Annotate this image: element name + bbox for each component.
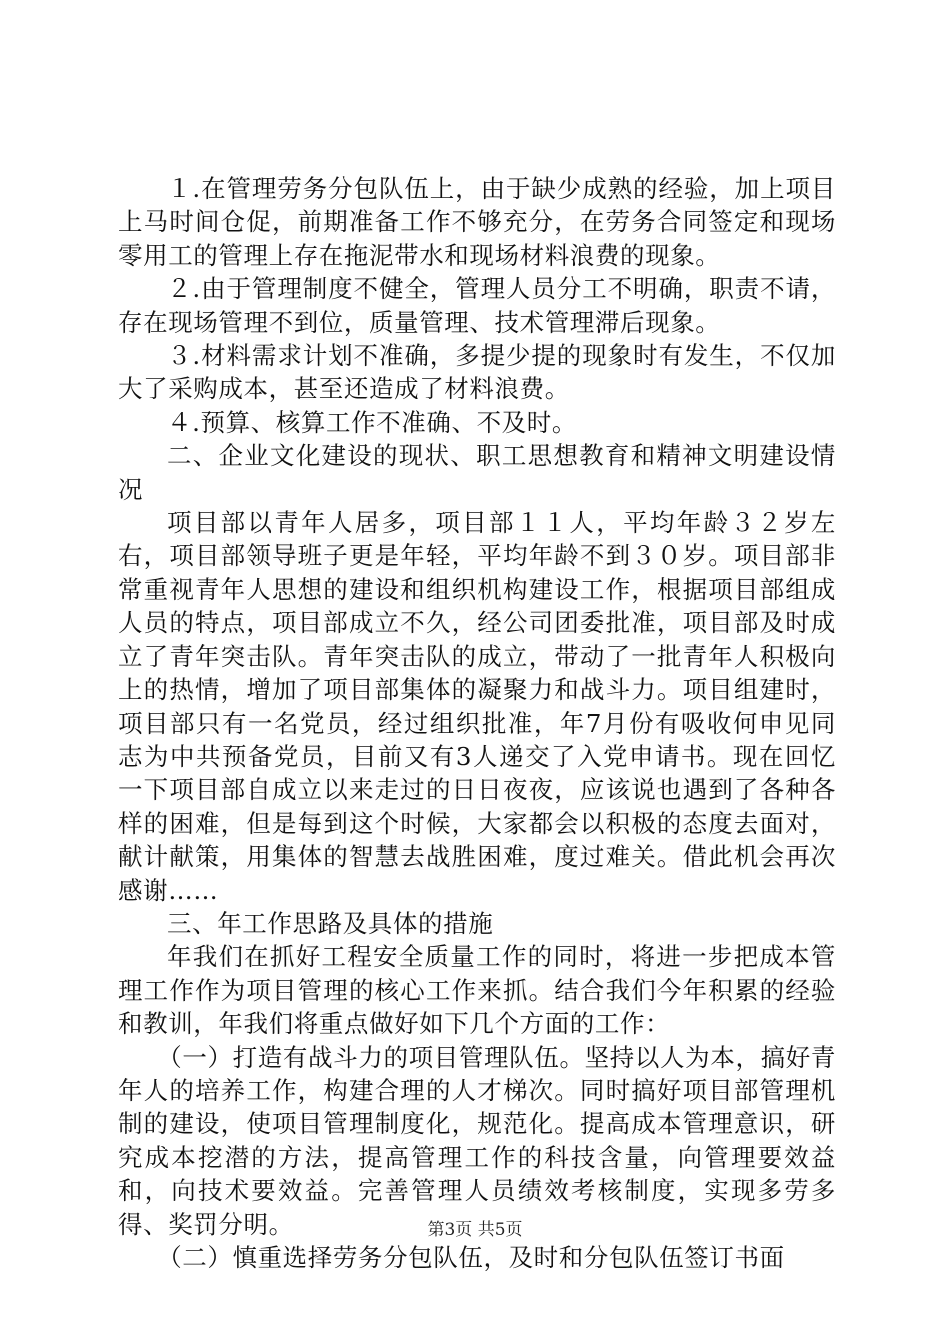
paragraph-issue-3: ３.材料需求计划不准确，多提少提的现象时有发生，不仅加大了采购成本，甚至还造成了材料浪费。 [118,341,836,404]
document-body [118,172,836,1274]
section-heading-2: 二、企业文化建设的现状、职工思想教育和精神文明建设情况 [118,441,836,504]
section-heading-3: 三、年工作思路及具体的措施 [167,908,494,938]
paragraph-measure-2: （二）慎重选择劳务分包队伍，及时和分包队伍签订书面 [157,1243,785,1272]
paragraph-issue-4: ４.预算、核算工作不准确、不及时。 [167,407,577,437]
paragraph-culture: 项目部以青年人居多，项目部１１人，平均年龄３２岁左右，项目部领导班子更是年轻，平均年龄不到３０岁。项目部非常重视青年人思想的建设和组织机构建设工作，根据项目部组成人员的特点，项目部成立不久，经公司团委批准，项目部及时成立了青年突击队。青年突击队的成立，带动了一批青年人积极向上的热情，增加了项目部集体的凝聚力和战斗力。项目组建时，项目部只有一名党员，经过组织批准，年7月份有吸收何申见同志为中共预备党员，目前又有3人递交了入党申请书。现在回忆一下项目部自成立以来走过的日日夜夜，应该说也遇到了各种各样的困难，但是每到这个时候，大家都会以积极的态度去面对，献计献策，用集体的智慧去战胜困难，度过难关。借此机会再次感谢…… [118,508,836,905]
paragraph-plan-intro: 年我们在抓好工程安全质量工作的同时，将进一步把成本管理工作作为项目管理的核心工作来抓。结合我们今年积累的经验和教训，年我们将重点做好如下几个方面的工作： [118,942,836,1039]
paragraph-issue-2: ２.由于管理制度不健全，管理人员分工不明确，职责不请，存在现场管理不到位，质量管理、技术管理滞后现象。 [118,274,836,337]
paragraph-measure-1: （一）打造有战斗力的项目管理队伍。坚持以人为本，搞好青年人的培养工作，构建合理的人才梯次。同时搞好项目部管理机制的建设，使项目管理制度化，规范化。提高成本管理意识，研究成本挖潜的方法，提高管理工作的科技含量，向管理要效益和，向技术要效益。完善管理人员绩效考核制度，实现多劳多得、奖罚分明。 [118,1042,836,1239]
paragraph-issue-1: １.在管理劳务分包队伍上，由于缺少成熟的经验，加上项目上马时间仓促，前期准备工作不够充分，在劳务合同签定和现场零用工的管理上存在拖泥带水和现场材料浪费的现象。 [118,174,836,270]
page-footer: 第3页 共5页 [427,1220,523,1240]
